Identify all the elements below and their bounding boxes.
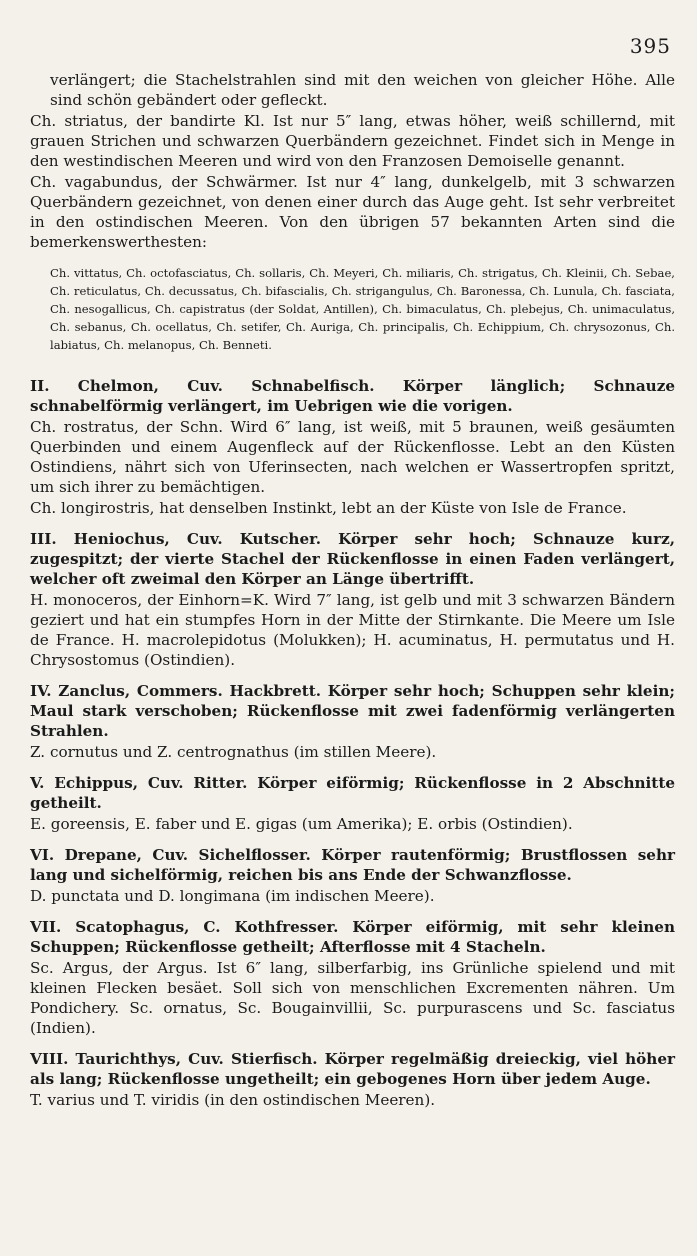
genus-zanclus: IV. Zanclus, Commers. Hackbrett. Körper sehr hoch; Schuppen sehr klein; Maul stark verschoben; Rückenflosse mit zwei fadenförmig verlängerten Strahlen. xyxy=(30,682,675,741)
genus-taurichthys: VIII. Taurichthys, Cuv. Stierfisch. Körper regelmäßig dreieckig, viel höher als lang; Rückenflosse ungetheilt; ein gebogenes Horn über jedem Auge. xyxy=(30,1050,675,1089)
genus-drepane: VI. Drepane, Cuv. Sichelflosser. Körper rautenförmig; Brustflossen sehr lang und sichelförmig, reichen bis ans Ende der Schwanzflosse. xyxy=(30,846,675,885)
species-ch-longirostris: Ch. longirostris, hat denselben Instinkt, lebt an der Küste von Isle de France. xyxy=(30,499,627,518)
species-ch-rostratus: Ch. rostratus, der Schn. Wird 6″ lang, ist weiß, mit 5 braunen, weiß gesäumten Querbinden und einem Augenfleck auf der Rückenflosse. Lebt an den Küsten Ostindiens, nährt sich von Uferinsecten, nach welchen er Wassertropfen spritzt, um sich ihrer zu bemächtigen. xyxy=(30,418,675,497)
species-h-monoceros: H. monoceros, der Einhorn=K. Wird 7″ lang, ist gelb und mit 3 schwarzen Bändern geziert und hat ein stumpfes Horn in der Mitte der Stirnkante. Die Meere um Isle de France. H. macrolepidotus (Molukken); H. acuminatus, H. permutatus und H. Chrysostomus (Ostindien). xyxy=(30,591,675,670)
genus-scatophagus: VII. Scatophagus, C. Kothfresser. Körper eiförmig, mit sehr kleinen Schuppen; Rückenflosse getheilt; Afterflosse mit 4 Stacheln. xyxy=(30,918,675,957)
page-body xyxy=(30,70,675,1110)
page-number: 395 xyxy=(629,34,671,58)
species-ch-striatus: Ch. striatus, der bandirte Kl. Ist nur 5″ lang, etwas höher, weiß schillernd, mit grauen Strichen und schwarzen Querbändern gezeichnet. Findet sich in Menge in den westindischen Meeren und wird von den Franzosen Demoiselle genannt. xyxy=(30,112,675,170)
genus-chelmon: II. Chelmon, Cuv. Schnabelfisch. Körper länglich; Schnauze schnabelförmig verlängert, im Uebrigen wie die vorigen. xyxy=(30,377,675,416)
species-zanclus: Z. cornutus und Z. centrognathus (im stillen Meere). xyxy=(30,743,437,762)
species-echippus: E. goreensis, E. faber und E. gigas (um Amerika); E. orbis (Ostindien). xyxy=(30,815,573,834)
species-drepane: D. punctata und D. longimana (im indischen Meere). xyxy=(30,887,435,906)
species-ch-vagabundus: Ch. vagabundus, der Schwärmer. Ist nur 4″ lang, dunkelgelb, mit 3 schwarzen Querbändern gezeichnet, von denen einer durch das Auge geht. Ist sehr verbreitet in den ostindischen Meeren. Von den übrigen 57 bekannten Arten sind die bemerkenswerthesten: xyxy=(30,173,675,251)
species-taurichthys: T. varius und T. viridis (in den ostindischen Meeren). xyxy=(30,1091,436,1110)
genus-echippus: V. Echippus, Cuv. Ritter. Körper eiförmig; Rückenflosse in 2 Abschnitte getheilt. xyxy=(30,774,675,813)
paragraph-continuation: verlängert; die Stachelstrahlen sind mit den weichen von gleicher Höhe. Alle sind schön gebändert oder gefleckt. xyxy=(50,71,675,109)
species-list-chaetodon: Ch. vittatus, Ch. octofasciatus, Ch. sollaris, Ch. Meyeri, Ch. miliaris, Ch. strigatus, Ch. Kleinii, Ch. Sebae, Ch. reticulatus, Ch. decussatus, Ch. bifascialis, Ch. strigangulus, Ch. Baronessa, Ch. Lunula, Ch. fasciata, Ch. nesogallicus, Ch. capistratus (der Soldat, Antillen), Ch. bimaculatus, Ch. plebejus, Ch. unimaculatus, Ch. sebanus, Ch. ocellatus, Ch. setifer, Ch. Auriga, Ch. principalis, Ch. Echippium, Ch. chrysozonus, Ch. labiatus, Ch. melanopus, Ch. Benneti. xyxy=(50,265,675,352)
genus-heniochus: III. Heniochus, Cuv. Kutscher. Körper sehr hoch; Schnauze kurz, zugespitzt; der vierte Stachel der Rückenflosse in einen Faden verlängert, welcher oft zweimal den Körper an Länge übertrifft. xyxy=(30,530,675,589)
species-sc-argus: Sc. Argus, der Argus. Ist 6″ lang, silberfarbig, ins Grünliche spielend und mit kleinen Flecken besäet. Soll sich von menschlichen Excrementen nähren. Um Pondichery. Sc. ornatus, Sc. Bougainvillii, Sc. purpurascens und Sc. fasciatus (Indien). xyxy=(30,959,675,1038)
